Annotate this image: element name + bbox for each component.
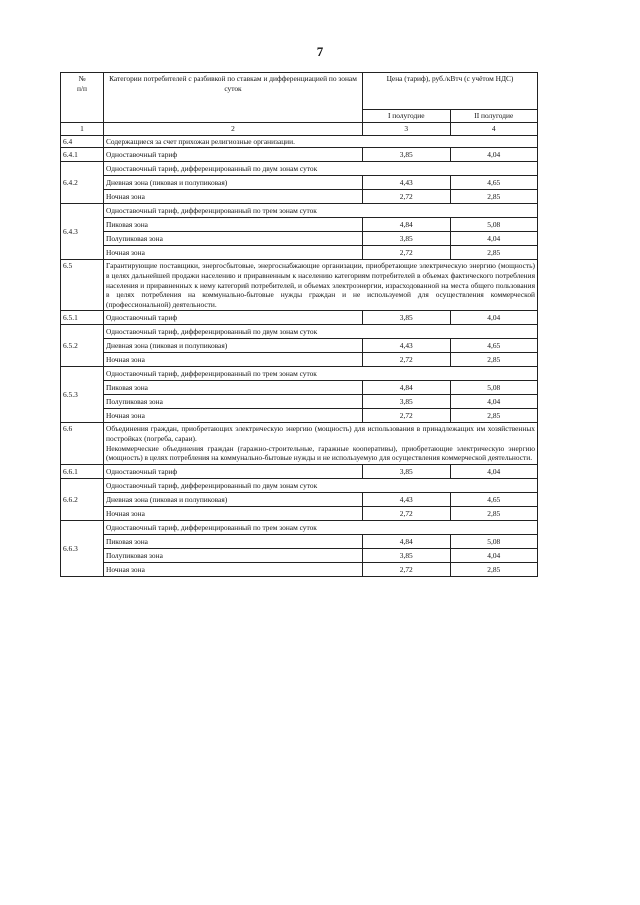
zone-row — [61, 339, 538, 353]
section-text: Объединения граждан, приобретающих электрическую энергию (мощность) для использования в принадлежащих им хозяйственных постройках (погреба, сараи). — [106, 424, 535, 443]
tariff-code: 6.6.1 — [61, 464, 104, 478]
tariff-code: 6.6.2 — [61, 478, 104, 520]
tariff-row — [61, 311, 538, 325]
section-row — [61, 423, 538, 465]
zone-price-half1: 2,72 — [363, 353, 451, 367]
zone-price-half1: 2,72 — [363, 562, 451, 576]
zone-price-half2: 4,65 — [450, 176, 538, 190]
tariff-label: Одноставочный тариф — [104, 311, 363, 325]
zone-label: Полупиковая зона — [104, 395, 363, 409]
zone-row — [61, 218, 538, 232]
tariff-price-half2: 4,04 — [450, 148, 538, 162]
section-code: 6.6 — [61, 423, 104, 465]
zone-price-half2: 4,04 — [450, 548, 538, 562]
zone-price-half2: 4,65 — [450, 492, 538, 506]
zone-price-half1: 2,72 — [363, 409, 451, 423]
zone-label: Пиковая зона — [104, 534, 363, 548]
zone-price-half1: 4,43 — [363, 176, 451, 190]
zone-price-half1: 3,85 — [363, 232, 451, 246]
zone-label: Дневная зона (пиковая и полупиковая) — [104, 339, 363, 353]
tariff-code: 6.4.1 — [61, 148, 104, 162]
zone-row — [61, 246, 538, 260]
tariff-row — [61, 464, 538, 478]
zone-label: Ночная зона — [104, 562, 363, 576]
section-description — [104, 135, 538, 148]
zone-price-half1: 2,72 — [363, 246, 451, 260]
tariff-label: Одноставочный тариф, дифференцированный по трем зонам суток — [104, 367, 538, 381]
zone-price-half2: 2,85 — [450, 506, 538, 520]
zone-row — [61, 353, 538, 367]
section-text-2: Некоммерческие объединения граждан (гаражно-строительные, гаражные кооперативы), приобретающие электрическую энергию (мощность) в целях потребления на коммунально-бытовые нужды и не используемую для осуществления коммерческой деятельности. — [106, 443, 535, 463]
zone-row — [61, 506, 538, 520]
zone-price-half2: 5,08 — [450, 534, 538, 548]
column-index-row — [61, 123, 538, 136]
col-index-2: 2 — [104, 123, 363, 136]
header-number: № п/п — [61, 73, 104, 123]
zone-price-half1: 4,84 — [363, 381, 451, 395]
zone-label: Ночная зона — [104, 409, 363, 423]
zone-label: Пиковая зона — [104, 381, 363, 395]
zone-price-half2: 5,08 — [450, 381, 538, 395]
zone-row — [61, 395, 538, 409]
tariff-row — [61, 367, 538, 381]
zone-price-half2: 2,85 — [450, 353, 538, 367]
zone-label: Ночная зона — [104, 506, 363, 520]
tariff-price-half2: 4,04 — [450, 464, 538, 478]
section-description — [104, 423, 538, 465]
zone-row — [61, 548, 538, 562]
section-code: 6.5 — [61, 260, 104, 311]
zone-row — [61, 562, 538, 576]
header-price: Цена (тариф), руб./кВтч (с учётом НДС) — [363, 73, 538, 110]
tariff-price-half1: 3,85 — [363, 311, 451, 325]
section-row — [61, 135, 538, 148]
zone-price-half1: 2,72 — [363, 506, 451, 520]
zone-label: Дневная зона (пиковая и полупиковая) — [104, 176, 363, 190]
tariff-label: Одноставочный тариф, дифференцированный по двум зонам суток — [104, 162, 538, 176]
zone-row — [61, 381, 538, 395]
tariff-price-half1: 3,85 — [363, 464, 451, 478]
zone-label: Полупиковая зона — [104, 232, 363, 246]
section-row — [61, 260, 538, 311]
section-text: Содержащиеся за счет прихожан религиозные организации. — [106, 136, 295, 146]
col-index-1: 1 — [61, 123, 104, 136]
zone-price-half2: 2,85 — [450, 562, 538, 576]
zone-price-half2: 4,04 — [450, 395, 538, 409]
zone-price-half2: 2,85 — [450, 409, 538, 423]
zone-row — [61, 409, 538, 423]
zone-row — [61, 492, 538, 506]
tariff-price-half2: 4,04 — [450, 311, 538, 325]
zone-row — [61, 190, 538, 204]
tariff-row — [61, 325, 538, 339]
tariff-code: 6.4.2 — [61, 162, 104, 204]
tariff-code: 6.4.3 — [61, 204, 104, 260]
tariff-code: 6.5.3 — [61, 367, 104, 423]
zone-label: Ночная зона — [104, 353, 363, 367]
tariff-code: 6.5.2 — [61, 325, 104, 367]
zone-price-half1: 2,72 — [363, 190, 451, 204]
zone-label: Ночная зона — [104, 246, 363, 260]
zone-label: Дневная зона (пиковая и полупиковая) — [104, 492, 363, 506]
zone-price-half2: 2,85 — [450, 246, 538, 260]
tariff-label: Одноставочный тариф, дифференцированный по трем зонам суток — [104, 520, 538, 534]
tariff-label: Одноставочный тариф, дифференцированный по трем зонам суток — [104, 204, 538, 218]
tariff-row — [61, 478, 538, 492]
tariff-code: 6.5.1 — [61, 311, 104, 325]
zone-price-half2: 4,65 — [450, 339, 538, 353]
zone-price-half1: 4,84 — [363, 534, 451, 548]
zone-row — [61, 232, 538, 246]
page-number: 7 — [316, 44, 324, 59]
zone-price-half2: 5,08 — [450, 218, 538, 232]
tariff-row — [61, 148, 538, 162]
tariff-label: Одноставочный тариф — [104, 148, 363, 162]
section-description — [104, 260, 538, 311]
tariff-row — [61, 520, 538, 534]
zone-label: Пиковая зона — [104, 218, 363, 232]
tariff-label: Одноставочный тариф — [104, 464, 363, 478]
table-header-row — [61, 73, 538, 110]
zone-label: Ночная зона — [104, 190, 363, 204]
header-half1: I полугодие — [363, 110, 451, 123]
zone-price-half1: 3,85 — [363, 395, 451, 409]
section-code: 6.4 — [61, 135, 104, 148]
col-index-3: 3 — [363, 123, 451, 136]
zone-price-half1: 4,43 — [363, 492, 451, 506]
tariff-row — [61, 204, 538, 218]
tariff-price-half1: 3,85 — [363, 148, 451, 162]
header-category: Категории потребителей с разбивкой по ставкам и дифференциацией по зонам суток — [104, 73, 363, 123]
zone-price-half2: 4,04 — [450, 232, 538, 246]
tariff-row — [61, 162, 538, 176]
zone-label: Полупиковая зона — [104, 548, 363, 562]
zone-price-half1: 4,84 — [363, 218, 451, 232]
tariff-table — [60, 72, 538, 577]
tariff-label: Одноставочный тариф, дифференцированный по двум зонам суток — [104, 325, 538, 339]
zone-price-half1: 4,43 — [363, 339, 451, 353]
col-index-4: 4 — [450, 123, 538, 136]
zone-price-half2: 2,85 — [450, 190, 538, 204]
tariff-label: Одноставочный тариф, дифференцированный по двум зонам суток — [104, 478, 538, 492]
section-text: Гарантирующие поставщики, энергосбытовые, энергоснабжающие организации, приобретающие электрическую энергию (мощность) в целях дальнейшей продажи населению и приравненным к населению категориям потребителей в объемах фактического потребления населения и приравненных к нему категорий потребителей, и объемах электроэнергии, израсходованной на места общего пользования в целях потребления на коммунально-бытовые нужды граждан и не используемой для осуществления коммерческой (профессиональной) деятельности. — [106, 261, 535, 309]
header-half2: II полугодие — [450, 110, 538, 123]
tariff-table-body — [61, 73, 538, 577]
zone-row — [61, 176, 538, 190]
tariff-code: 6.6.3 — [61, 520, 104, 576]
zone-price-half1: 3,85 — [363, 548, 451, 562]
zone-row — [61, 534, 538, 548]
